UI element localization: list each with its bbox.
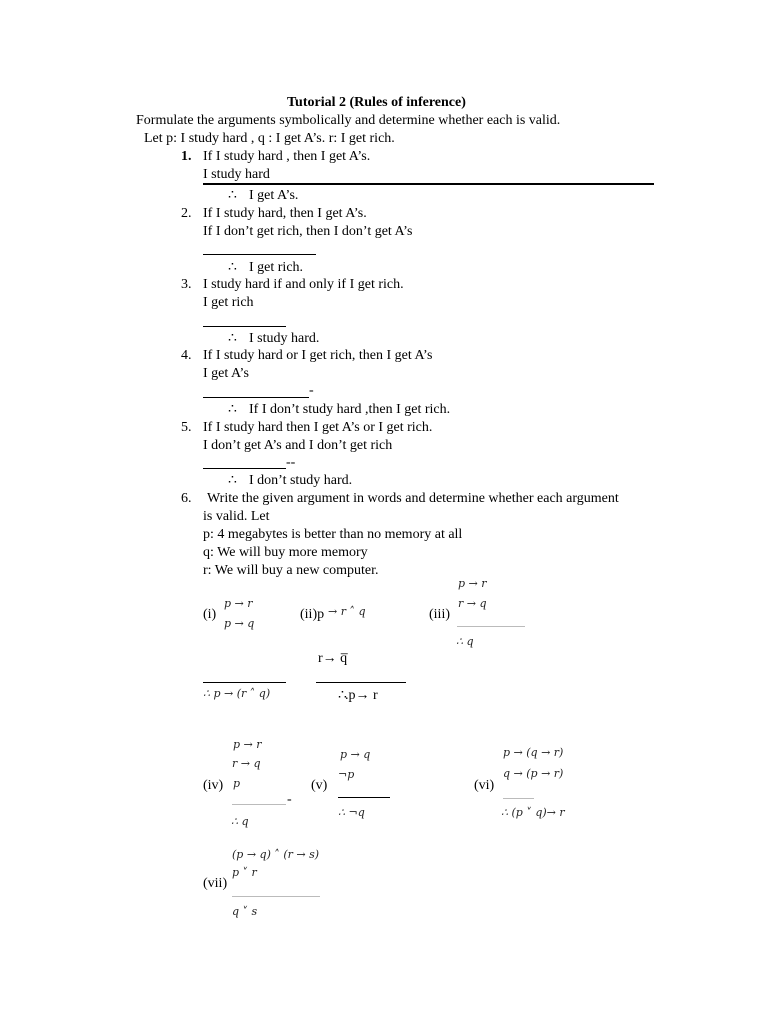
- item-2-premise-2: If I don’t get rich, then I don’t get A’s: [203, 224, 413, 239]
- sub-ii-premise-2: r→ q̅: [318, 651, 348, 666]
- sub-iv-conclusion: ∴ q: [231, 815, 249, 828]
- sub-i-premise-1: p → r: [224, 597, 253, 610]
- item-4-conclusion-rule: [203, 397, 309, 398]
- item-1-conclusion-rule: [203, 183, 654, 185]
- therefore-symbol: ∴: [338, 688, 347, 703]
- therefore-symbol: ∴: [228, 331, 237, 346]
- item-number-4: 4.: [181, 348, 192, 363]
- item-number-3: 3.: [181, 277, 192, 292]
- item-number-2: 2.: [181, 206, 192, 221]
- sub-vi-premise-1: p → (q → r): [503, 746, 564, 759]
- therefore-symbol: ∴: [228, 188, 237, 203]
- item-4-premise-2: I get A’s: [203, 366, 249, 381]
- item-2-conclusion: I get rich.: [249, 260, 304, 275]
- variable-definitions: Let p: I study hard , q : I get A’s. r: I get rich.: [144, 131, 395, 146]
- item-5-premise-1: If I study hard then I get A’s or I get rich.: [203, 420, 433, 435]
- item-5-rule-suffix: --: [286, 455, 296, 470]
- item-2-premise-1: If I study hard, then I get A’s.: [203, 206, 367, 221]
- sub-iv-label: (iv): [203, 778, 224, 793]
- sub-vii-rule: [232, 896, 320, 897]
- sub-iii-premise-1: p → r: [458, 577, 487, 590]
- item-4-conclusion: If I don’t study hard ,then I get rich.: [249, 402, 451, 417]
- item-6-line-1: Write the given argument in words and determine whether each argument: [207, 491, 619, 506]
- item-4-rule-suffix: -: [309, 383, 314, 398]
- item-6-def-q: q: We will buy more memory: [203, 545, 368, 560]
- sub-vii-premise-1: (p → q) ˄ (r → s): [232, 848, 320, 861]
- sub-iii-premise-2: r → q: [458, 597, 487, 610]
- item-1-conclusion: I get A’s.: [249, 188, 299, 203]
- sub-ii-conclusion: .p→ r: [345, 688, 378, 703]
- item-5-conclusion: I don’t study hard.: [249, 473, 353, 488]
- sub-vi-premise-2: q → (p → r): [503, 767, 564, 780]
- sub-vi-conclusion: ∴ (p ˅ q)→ r: [501, 806, 565, 819]
- intro-text: Formulate the arguments symbolically and determine whether each is valid.: [136, 113, 561, 128]
- sub-iii-conclusion: ∴ q: [456, 635, 474, 648]
- sub-ii-rule: [316, 682, 406, 683]
- sub-iv-premise-2: r → q: [232, 757, 261, 770]
- sub-vi-rule: [503, 798, 534, 799]
- therefore-symbol: ∴: [228, 473, 237, 488]
- item-4-premise-1: If I study hard or I get rich, then I get A’s: [203, 348, 433, 363]
- item-5-conclusion-rule: [203, 468, 286, 469]
- sub-v-premise-2: ¬p: [338, 768, 355, 781]
- sub-ii-premise-1: → r ˄ q: [328, 605, 366, 618]
- sub-ii-label: (ii)p: [300, 607, 325, 622]
- item-1-premise-2: I study hard: [203, 167, 270, 182]
- item-number-5: 5.: [181, 420, 192, 435]
- item-3-conclusion-rule: [203, 326, 286, 327]
- therefore-symbol: ∴: [228, 260, 237, 275]
- item-3-premise-2: I get rich: [203, 295, 254, 310]
- sub-iv-premise-3: p: [233, 777, 241, 790]
- sub-vi-label: (vi): [474, 778, 495, 793]
- item-number-6: 6.: [181, 491, 192, 506]
- sub-i-rule: [203, 682, 286, 683]
- sub-vii-conclusion: q ˅ s: [232, 905, 258, 918]
- item-2-conclusion-rule: [203, 254, 316, 255]
- item-6-line-2: is valid. Let: [203, 509, 270, 524]
- sub-iii-rule: [457, 626, 525, 627]
- sub-iv-rule-suffix: -: [287, 792, 292, 807]
- sub-v-conclusion: ∴ ¬q: [338, 806, 365, 819]
- sub-i-label: (i): [203, 607, 217, 622]
- sub-iii-label: (iii): [429, 607, 450, 622]
- sub-v-rule: [338, 797, 390, 798]
- therefore-symbol: ∴: [228, 402, 237, 417]
- item-6-def-r: r: We will buy a new computer.: [203, 563, 379, 578]
- sub-vii-label: (vii): [203, 876, 228, 891]
- item-1-premise-1: If I study hard , then I get A’s.: [203, 149, 371, 164]
- item-3-premise-1: I study hard if and only if I get rich.: [203, 277, 404, 292]
- sub-i-premise-2: p → q: [224, 617, 255, 630]
- sub-iv-premise-1: p → r: [233, 738, 262, 751]
- item-number-1: 1.: [181, 149, 192, 164]
- item-5-premise-2: I don’t get A’s and I don’t get rich: [203, 438, 393, 453]
- sub-i-conclusion: ∴ p → (r ˄ q): [203, 687, 271, 700]
- item-3-conclusion: I study hard.: [249, 331, 320, 346]
- sub-v-premise-1: p → q: [340, 748, 371, 761]
- sub-iv-rule: [232, 804, 286, 805]
- item-6-def-p: p: 4 megabytes is better than no memory at all: [203, 527, 463, 542]
- page-title: Tutorial 2 (Rules of inference): [287, 95, 466, 110]
- sub-vii-premise-2: p ˅ r: [232, 866, 257, 879]
- sub-v-label: (v): [311, 778, 328, 793]
